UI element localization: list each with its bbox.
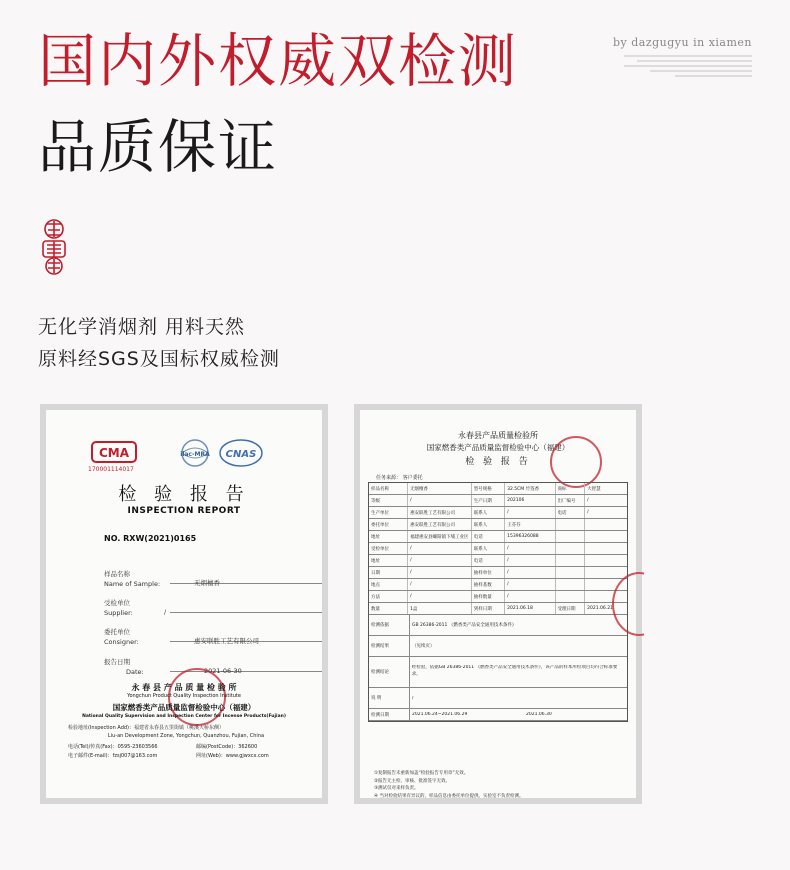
- report-cell: /: [408, 579, 472, 590]
- report-cell: /: [408, 591, 472, 602]
- report-cell: 到样日期: [472, 603, 505, 614]
- note-label: 说 明: [369, 688, 410, 708]
- report-cell: /: [408, 567, 472, 578]
- report-table: [368, 482, 628, 722]
- report-row: [369, 483, 627, 495]
- result-value: （见续页）: [412, 644, 435, 649]
- subtitle-line-2: 原料经SGS及国标权威检测: [38, 348, 280, 370]
- report-seal-icon: [550, 436, 602, 488]
- report-cell: 2021.06.21: [587, 606, 613, 611]
- report-row: [369, 555, 627, 567]
- report-cell: [556, 567, 586, 578]
- address-cn: 检验地址(Inspection Add)：福建省永春县五里街镇（桃溪大桥东侧）: [68, 725, 224, 731]
- report-cell: [556, 579, 586, 590]
- svg-text:CNAS: CNAS: [225, 449, 257, 460]
- cover-title-cn: 检 验 报 告: [118, 484, 250, 505]
- report-footnotes: [374, 770, 626, 798]
- report-cell: 联系人: [472, 543, 505, 554]
- report-cell: /: [505, 579, 555, 590]
- report-row-note: [369, 688, 627, 709]
- report-cell: /: [505, 543, 555, 554]
- heading-line-1: 国内外权威双检测: [38, 27, 519, 95]
- report-cell: 受检单位: [369, 543, 408, 554]
- report-cell: 32.5CM 竹签香: [505, 483, 555, 494]
- report-cell: 联系人: [472, 519, 505, 530]
- conclusion-label: 检测结论: [369, 657, 410, 687]
- supplier-label-cn: 受检单位: [104, 599, 130, 607]
- report-cell: 联系人: [472, 507, 505, 518]
- basis-label: 检测依据: [369, 615, 410, 635]
- report-cell: 电话: [556, 507, 586, 518]
- report-cell: 202106: [505, 495, 555, 506]
- address-en: Liu-an Development Zone, Yongchun, Quanzhou, Fujian, China: [107, 733, 265, 739]
- report-institute: 永春县产品质量检验所: [458, 431, 538, 440]
- period-label: 检测日期: [369, 709, 410, 720]
- report-cell: [556, 555, 586, 566]
- report-cell: 2021.06.18: [505, 603, 555, 614]
- footnote-1: ①复制报告未重新加盖“检验报告专用章”无效。: [374, 771, 469, 776]
- report-cell: /: [587, 498, 589, 503]
- report-cell: /: [408, 495, 472, 506]
- subtitle-line-1: 无化学消烟剂 用料天然: [38, 316, 246, 338]
- report-row: [369, 543, 627, 555]
- report-row-basis: [369, 615, 627, 636]
- report-cell: /: [505, 555, 555, 566]
- report-cell: 抽样数量: [472, 591, 505, 602]
- center-cn: 国家燃香类产品质量监督检验中心（福建）: [112, 703, 256, 712]
- ilac-mra-logo-icon: [174, 438, 216, 468]
- report-cell: 出厂编号: [556, 495, 586, 506]
- report-cell: [556, 591, 586, 602]
- report-cell: /: [408, 543, 472, 554]
- svg-text:CMA: CMA: [98, 446, 130, 460]
- certification-logos: [86, 438, 298, 474]
- result-label: 检测结果: [369, 636, 410, 656]
- basis-value: GB 26386-2011 《燃香类产品安全通用技术条件》: [412, 623, 517, 628]
- report-number: NO. RXW(2021)0165: [104, 534, 197, 543]
- report-row-result: [369, 636, 627, 657]
- report-cell: 型号规格: [472, 483, 505, 494]
- date-label-en: Date:: [126, 667, 144, 676]
- report-cell: 日期: [369, 567, 408, 578]
- report-cell: 抽样单位: [472, 567, 505, 578]
- footnote-2: ②报告无主检、审核、批准签字无效。: [374, 778, 451, 784]
- report-center: 国家燃香类产品质量监督检验中心（福建）: [426, 443, 570, 452]
- conclusion-value: 经检验，依据GB 26386-2011 《燃香类产品安全通用技术条件》，该产品的样本所检项目均符合标准要求。: [411, 665, 618, 677]
- report-cell: 委托单位: [369, 519, 408, 530]
- consigner-label-cn: 委托单位: [104, 628, 130, 636]
- report-row-conclusion: [369, 657, 627, 688]
- report-cell: 电话: [472, 555, 505, 566]
- report-cell: [556, 543, 586, 554]
- cma-number: 170001114017: [88, 466, 134, 473]
- report-row: [369, 567, 627, 579]
- footnote-3: ③测试仅对来样负责。: [374, 786, 419, 792]
- inspection-report-paper: [360, 410, 636, 798]
- contact-email: 电子邮件(E-mail)：fzsj007@163.com: [68, 753, 158, 759]
- consigner-field: [104, 628, 259, 648]
- sample-label-cn: 样品名称: [104, 570, 130, 578]
- date-label-cn: 报告日期: [104, 658, 130, 666]
- period-value: 2021.06.24~2021.06.29: [412, 712, 468, 717]
- report-cell: 惠安联胜工艺有限公司: [408, 507, 472, 518]
- sample-label-en: Name of Sample:: [104, 579, 161, 588]
- sample-value: 无烟檀香: [194, 579, 220, 587]
- issue-date: 2021.06.30: [526, 712, 552, 717]
- report-cell: 等级: [369, 495, 408, 506]
- report-cell: 15396326088: [505, 531, 555, 542]
- report-cell: 生产单位: [369, 507, 408, 518]
- report-cell: [585, 543, 627, 554]
- supplier-label-en: Supplier:: [104, 608, 133, 617]
- report-row: [369, 531, 627, 543]
- contact-tel: 电话(Tel)/传真(Fax)：0595-23603566: [68, 744, 158, 750]
- inspection-cover-paper: [46, 410, 322, 798]
- report-cell: 地址: [369, 531, 408, 542]
- contact-post: 邮编(PostCode)：362600: [196, 744, 258, 750]
- consigner-value: 惠安联胜工艺有限公司: [194, 637, 259, 645]
- red-seal-logo-icon: [38, 218, 70, 276]
- report-row-period: [369, 709, 627, 721]
- cnas-logo-icon: [218, 438, 264, 468]
- report-cell: /: [408, 555, 472, 566]
- cover-title-en: INSPECTION REPORT: [127, 506, 241, 516]
- report-cell: 惠安联胜工艺有限公司: [408, 519, 472, 530]
- report-cell: /: [505, 591, 555, 602]
- heading-line-2: 品质保证: [38, 113, 279, 181]
- brand-name: by dazgugyu in xiamen: [612, 36, 752, 49]
- report-cell: 地址: [369, 555, 408, 566]
- report-row: [369, 495, 627, 507]
- report-cell: 无烟檀香: [408, 483, 472, 494]
- task-source: 任务来源： 客户委托: [376, 475, 423, 481]
- brand-fine-print: [624, 55, 752, 77]
- supplier-field: [104, 599, 167, 619]
- report-cell: [556, 519, 586, 530]
- report-cell: /: [505, 567, 555, 578]
- note-value: /: [412, 695, 414, 701]
- consigner-label-en: Consigner:: [104, 637, 139, 646]
- report-cell: 大智慧: [587, 486, 601, 492]
- report-row: [369, 507, 627, 519]
- footnote-4: ④ 当对检验结果有异议的，样品信息由委托单位提供。实验室不负责检测。: [374, 793, 524, 798]
- center-en: National Quality Supervision and Inspection Center for Incense Products(Fujian): [82, 714, 286, 719]
- institute-en: Yongchun Product Quality Inspection Institute: [127, 693, 241, 699]
- svg-text:ilac-MRA: ilac-MRA: [180, 451, 210, 458]
- sample-field: [104, 570, 220, 590]
- report-cell: 地点: [369, 579, 408, 590]
- report-cell: 1盒: [408, 603, 472, 614]
- report-row: [369, 591, 627, 603]
- report-cell: 受理日期: [556, 603, 586, 614]
- institute-cn: 永 春 县 产 品 质 量 检 验 所: [131, 683, 237, 692]
- report-cell: [556, 531, 586, 542]
- report-cell: 样品名称: [369, 483, 408, 494]
- report-row: [369, 579, 627, 591]
- inspection-cover-card: [40, 404, 328, 804]
- report-title: 检 验 报 告: [465, 457, 531, 467]
- report-cell: 数量: [369, 603, 408, 614]
- report-cell: 方法: [369, 591, 408, 602]
- report-cell: 福建惠安县螺阳镇下埔工业区: [408, 531, 472, 542]
- report-cell: 生产日期: [472, 495, 505, 506]
- report-cell: /: [505, 507, 555, 518]
- report-cell: [585, 531, 627, 542]
- report-cell: 商标: [556, 483, 586, 494]
- report-cell: [585, 555, 627, 566]
- report-cell: [585, 519, 627, 530]
- supplier-value: /: [164, 608, 167, 616]
- report-cell: [585, 567, 627, 578]
- report-cell: 抽样基数: [472, 579, 505, 590]
- report-row: [369, 603, 627, 615]
- report-cell: 王芬芬: [505, 519, 555, 530]
- cma-logo-icon: [86, 440, 142, 468]
- contact-web: 网址(Web)：www.gjwxcx.com: [196, 753, 269, 759]
- report-cell: /: [587, 510, 589, 515]
- report-date-field: [104, 658, 242, 678]
- report-cell: 电话: [472, 531, 505, 542]
- date-value: 2021-06-30: [204, 667, 242, 675]
- report-row: [369, 519, 627, 531]
- overflow-stamp-icon: [612, 572, 666, 636]
- brand-mark: [613, 36, 752, 80]
- inspection-report-card: [354, 404, 642, 804]
